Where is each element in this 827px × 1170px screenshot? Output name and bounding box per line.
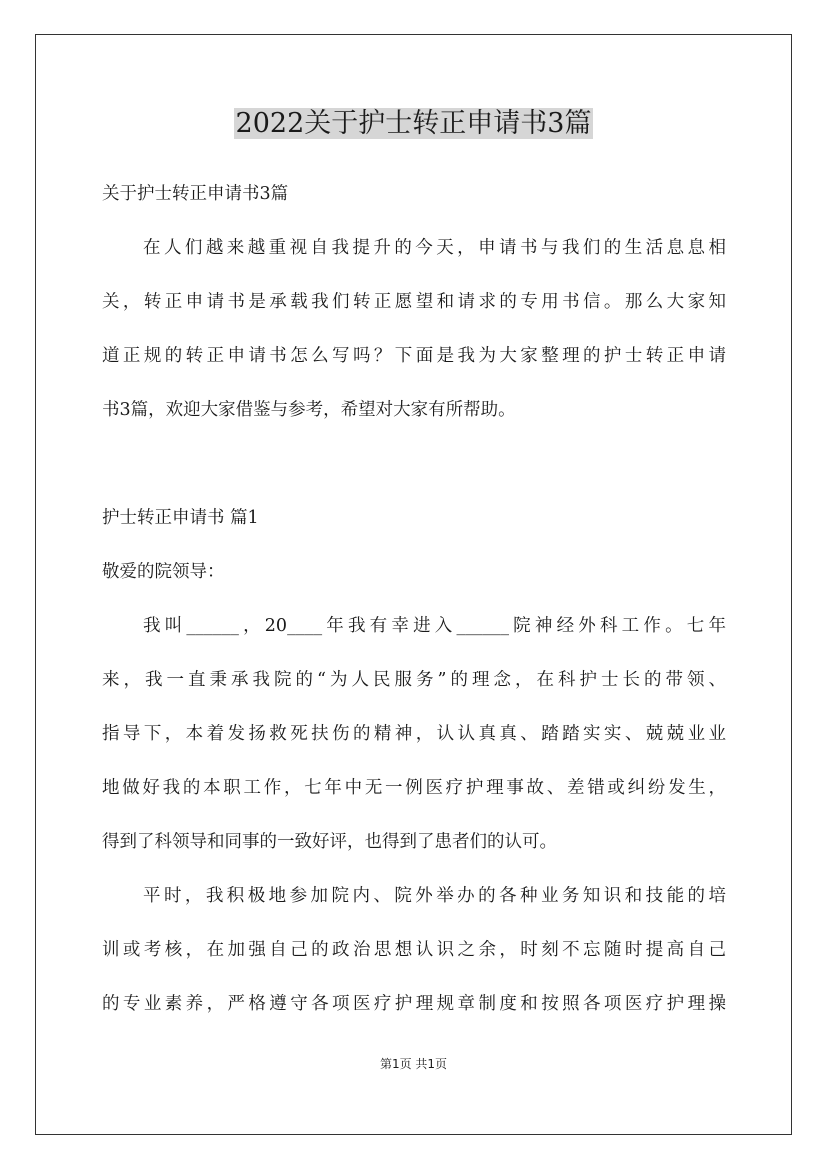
page-footer: 第1页 共1页 bbox=[379, 1057, 448, 1071]
salutation: 敬爱的院领导： bbox=[102, 562, 225, 582]
document-title-text: 2022关于护士转正申请书3篇 bbox=[235, 108, 592, 139]
section-heading: 护士转正申请书 篇1 bbox=[102, 508, 259, 528]
intro-line-4: 书3篇，欢迎大家借鉴与参考，希望对大家有所帮助。 bbox=[102, 400, 516, 420]
intro-line-1: 在人们越来越重视自我提升的今天，申请书与我们的生活息息相 bbox=[143, 238, 726, 258]
paragraph2-line-2: 训或考核，在加强自己的政治思想认识之余，时刻不忘随时提高自己 bbox=[102, 940, 726, 960]
paragraph1-line-4: 地做好我的本职工作，七年中无一例医疗护理事故、差错或纠纷发生， bbox=[102, 778, 726, 798]
subtitle: 关于护士转正申请书3篇 bbox=[102, 184, 289, 204]
intro-line-3: 道正规的转正申请书怎么写吗？下面是我为大家整理的护士转正申请 bbox=[102, 346, 726, 366]
paragraph2-line-3: 的专业素养，严格遵守各项医疗护理规章制度和按照各项医疗护理操 bbox=[102, 994, 726, 1014]
document-title bbox=[0, 104, 827, 144]
intro-line-2: 关，转正申请书是承载我们转正愿望和请求的专用书信。那么大家知 bbox=[102, 292, 726, 312]
paragraph1-line-3: 指导下，本着发扬救死扶伤的精神，认认真真、踏踏实实、兢兢业业 bbox=[102, 724, 726, 744]
paragraph2-line-1: 平时，我积极地参加院内、院外举办的各种业务知识和技能的培 bbox=[143, 886, 726, 906]
paragraph1-line-1: 我叫______，20____年我有幸进入______院神经外科工作。七年 bbox=[143, 616, 726, 636]
paragraph1-line-2: 来，我一直秉承我院的“为人民服务”的理念，在科护士长的带领、 bbox=[102, 670, 726, 690]
paragraph1-line-5: 得到了科领导和同事的一致好评，也得到了患者们的认可。 bbox=[102, 832, 557, 852]
